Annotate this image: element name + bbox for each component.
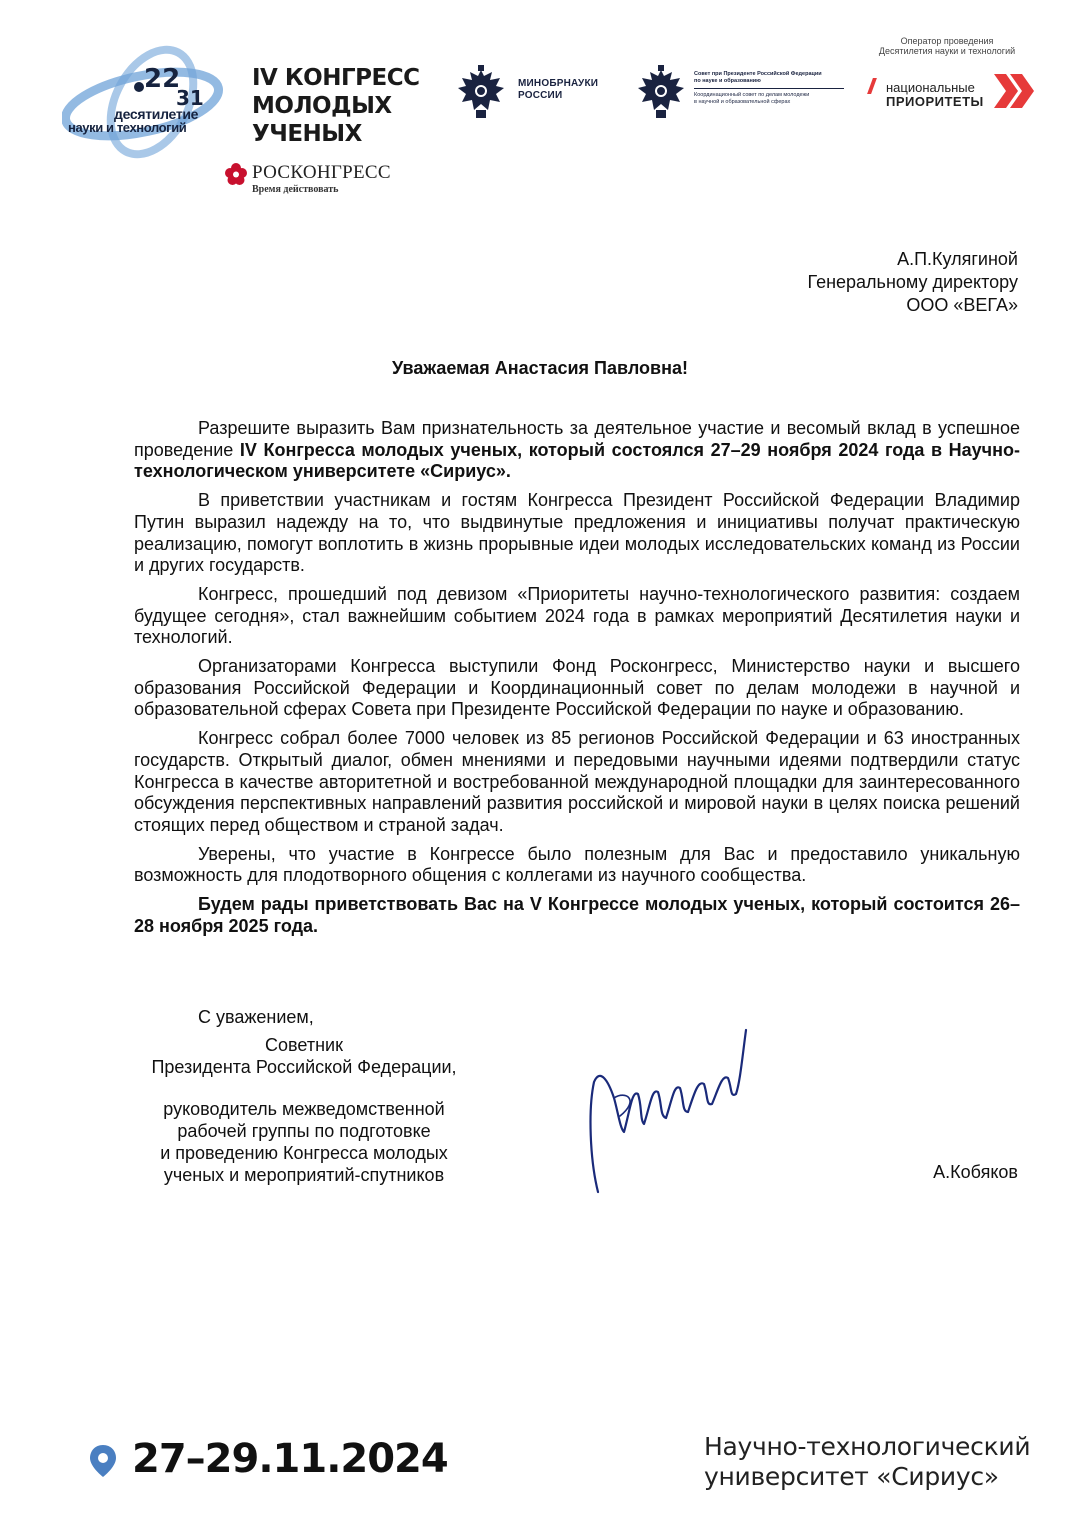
operator-line: Десятилетия науки и технологий [878, 46, 1016, 56]
handwritten-signature [580, 1020, 760, 1200]
position-line: руководитель межведомственной [163, 1099, 445, 1119]
council-title: Совет при Президенте Российской Федерации [694, 71, 822, 77]
paragraph-text: Разрешите выразить Вам признательность за деятельное участие и весомый вклад в успешное проведение [134, 418, 1020, 460]
council-title: по науке и образованию [694, 78, 761, 84]
position-line: ученых и мероприятий-спутников [163, 1165, 445, 1185]
university-line: Научно-технологический [704, 1432, 1031, 1461]
paragraph: В приветствии участникам и гостям Конгресса Президент Российской Федерации Владимир Путин выразил надежду на то, что выдвинутые предложения и инициативы получат практическую реализацию, помогут воплотить в жизнь прорывные идеи молодых исследовательских команд из России и других государств. [134, 490, 1020, 576]
letter-body [134, 418, 1020, 944]
council-subtitle: в научной и образовательной сферах [694, 99, 791, 105]
greeting: Уважаемая Анастасия Павловна! [392, 358, 688, 378]
addressee-line: Генеральному директору [807, 272, 1018, 292]
signature-block [134, 1006, 474, 1186]
location-pin-icon [88, 1444, 118, 1478]
decade-year-end: 31 [176, 86, 204, 110]
position-line: Президента Российской Федерации, [151, 1057, 457, 1077]
position-line: и проведению Конгресса молодых [160, 1143, 448, 1163]
university-line: университет «Сириус» [704, 1462, 999, 1491]
paragraph: Конгресс собрал более 7000 человек из 85 регионов Российской Федерации и 63 иностранных государств. Открытый диалог, обмен мнениями и передовыми научными идеями подтвердили статус Конгресса в качестве авторитетной и востребованной международной площадки для заинтересованного обсуждения перспективных направлений развития российской и мировой науки в целях поиска решений стоящих перед обществом и страной задач. [134, 728, 1020, 835]
decade-dot [134, 82, 144, 92]
decade-logo [62, 44, 227, 162]
paragraph: Уверены, что участие в Конгрессе было полезным для Вас и предоставило уникальную возможность для плодотворного общения с коллегами из научного сообщества. [134, 843, 1020, 886]
red-slash-icon [867, 78, 877, 94]
paragraph-bold-text: IV Конгресса молодых ученых, который состоялся 27–29 ноября 2024 года в Научно-технологическом университете «Сириус». [134, 439, 1020, 482]
congress-title-line: IV КОНГРЕСС [252, 65, 420, 91]
minobr-line: РОССИИ [518, 90, 563, 101]
addressee-line: ООО «ВЕГА» [906, 295, 1018, 315]
roscongress-slogan: Время действовать [252, 184, 339, 195]
national-priorities-logo [868, 72, 1038, 114]
position-line: рабочей группы по подготовке [177, 1121, 431, 1141]
roscongress-name: РОСКОНГРЕСС [252, 162, 391, 183]
russian-emblem-icon [634, 64, 688, 122]
roscongress-logo [224, 160, 414, 200]
paragraph: Организаторами Конгресса выступили Фонд Росконгресс, Министерство науки и высшего образования Российской Федерации и Координационный совет по делам молодежи в научной и образовательной сферах Совета при Президенте Российской Федерации по науке и образованию. [134, 656, 1020, 720]
regards: С уважением, [198, 1007, 314, 1027]
position-line: Советник [265, 1035, 343, 1055]
council-divider [694, 88, 844, 89]
roscongress-flower-icon [224, 162, 248, 186]
addressee-line: А.П.Кулягиной [897, 249, 1018, 269]
national-priorities-line-2: ПРИОРИТЕТЫ [886, 94, 984, 109]
minobr-line: МИНОБРНАУКИ [518, 78, 599, 89]
paragraph [134, 418, 1020, 483]
congress-title-line: МОЛОДЫХ [252, 93, 392, 119]
addressee-block [808, 248, 1018, 317]
double-chevron-icon [990, 72, 1034, 110]
council-logo [694, 71, 844, 106]
operator-line: Оператор проведения [900, 36, 994, 46]
council-subtitle: Координационный совет по делам молодежи [694, 92, 810, 98]
university-name [704, 1432, 1030, 1492]
closing-paragraph: Будем рады приветствовать Вас на V Конгрессе молодых ученых, который состоится 26–28 ноября 2025 года. [134, 894, 1020, 936]
decade-label-2: науки и технологий [68, 120, 187, 135]
decade-year-start: 22 [144, 64, 181, 94]
national-priorities-line-1: национальные [886, 80, 975, 95]
paragraph: Конгресс, прошедший под девизом «Приоритеты научно-технологического развития: создаем будущее сегодня», стал важнейшим событием 2024 года в рамках мероприятий Десятилетия науки и технологий. [134, 583, 1020, 648]
congress-title-line: УЧЕНЫХ [252, 121, 362, 147]
congress-title [252, 64, 442, 148]
event-date: 27–29.11.2024 [132, 1436, 448, 1482]
minobrnauki-logo [518, 78, 598, 102]
operator-caption [862, 36, 1032, 56]
decade-label-1: десятилетие [114, 106, 199, 122]
russian-emblem-icon [454, 64, 508, 122]
signer-name: А.Кобяков [933, 1162, 1018, 1182]
spacer [134, 1078, 474, 1098]
